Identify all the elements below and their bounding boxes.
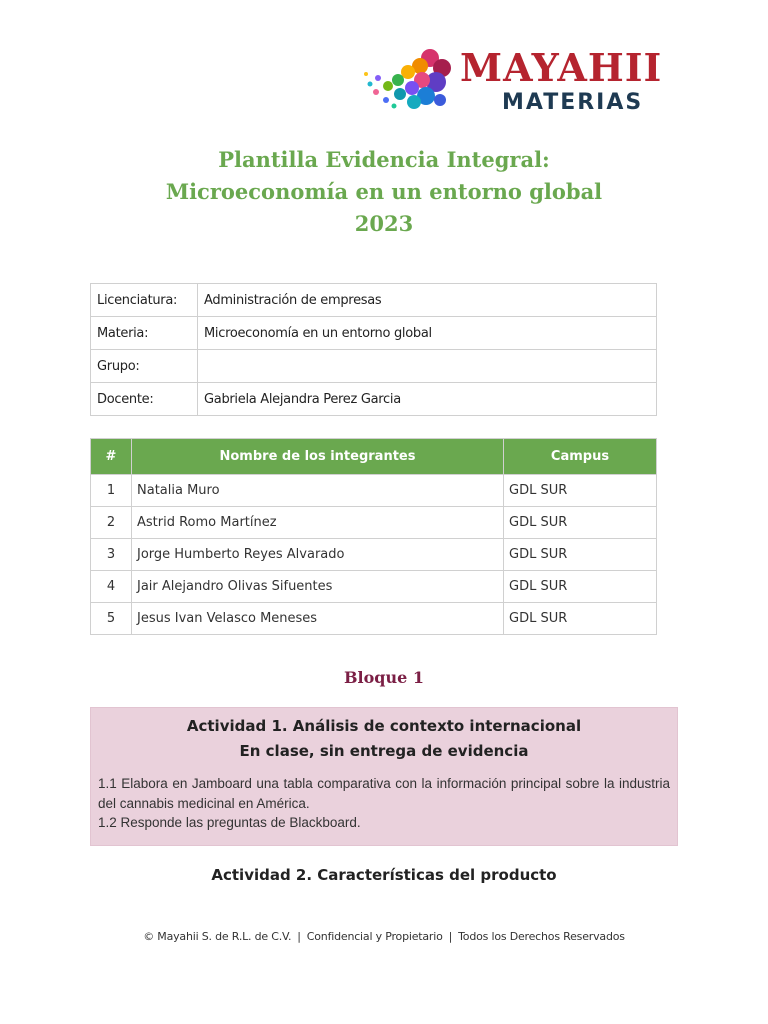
logo-head-icon <box>360 44 456 116</box>
activity-1-title: Actividad 1. Análisis de contexto internacional <box>186 717 582 735</box>
course-info-table <box>90 283 657 416</box>
member-number: 5 <box>91 603 132 635</box>
member-name: Jorge Humberto Reyes Alvarado <box>132 539 504 571</box>
activity-2-title: Actividad 2. Características del producto <box>211 866 557 884</box>
info-value <box>198 350 657 383</box>
info-label: Licenciatura: <box>91 284 198 317</box>
column-header-number: # <box>91 439 132 475</box>
footer-separator: | <box>297 930 301 943</box>
title-line-1: Plantilla Evidencia Integral: <box>218 147 550 172</box>
title-line-2: Microeconomía en un entorno global <box>165 179 603 204</box>
info-row-grupo <box>91 350 657 383</box>
info-value: Administración de empresas <box>198 284 657 317</box>
logo-text-materias: MATERIAS <box>502 90 644 115</box>
activity-1-box <box>90 707 678 846</box>
title-line-3: 2023 <box>354 211 414 236</box>
column-header-name: Nombre de los integrantes <box>132 439 504 475</box>
member-name: Jesus Ivan Velasco Meneses <box>132 603 504 635</box>
column-header-campus: Campus <box>504 439 657 475</box>
info-row-docente <box>91 383 657 416</box>
member-name: Natalia Muro <box>132 475 504 507</box>
mayahii-logo <box>360 40 680 120</box>
footer-confidential: Confidencial y Propietario <box>306 930 443 943</box>
member-campus: GDL SUR <box>504 507 657 539</box>
table-row <box>91 603 657 635</box>
footer-copyright: © Mayahii S. de R.L. de C.V. <box>143 930 292 943</box>
info-row-licenciatura <box>91 284 657 317</box>
member-campus: GDL SUR <box>504 475 657 507</box>
page-footer <box>0 930 768 943</box>
member-campus: GDL SUR <box>504 571 657 603</box>
document-title <box>0 144 768 240</box>
table-row <box>91 507 657 539</box>
member-number: 3 <box>91 539 132 571</box>
activity-1-heading <box>91 714 677 764</box>
activity-1-item: 1.1 Elabora en Jamboard una tabla comparativa con la información principal sobre la industria del cannabis medicinal en América. <box>98 776 670 811</box>
members-table <box>90 438 657 635</box>
member-number: 2 <box>91 507 132 539</box>
info-value: Microeconomía en un entorno global <box>198 317 657 350</box>
info-value: Gabriela Alejandra Perez Garcia <box>198 383 657 416</box>
info-row-materia <box>91 317 657 350</box>
table-row <box>91 571 657 603</box>
footer-separator: | <box>448 930 453 943</box>
member-number: 4 <box>91 571 132 603</box>
footer-rights: Todos los Derechos Reservados <box>458 930 625 943</box>
member-campus: GDL SUR <box>504 603 657 635</box>
member-campus: GDL SUR <box>504 539 657 571</box>
activity-1-item: 1.2 Responde las preguntas de Blackboard. <box>98 815 361 830</box>
table-row <box>91 539 657 571</box>
table-row <box>91 475 657 507</box>
member-number: 1 <box>91 475 132 507</box>
activity-1-subtitle: En clase, sin entrega de evidencia <box>239 742 529 760</box>
logo-text-mayahii: MAYAHII <box>460 45 663 90</box>
member-name: Astrid Romo Martínez <box>132 507 504 539</box>
section-heading-bloque: Bloque 1 <box>344 668 424 687</box>
info-label: Grupo: <box>91 350 198 383</box>
members-header-row <box>91 439 657 475</box>
info-label: Docente: <box>91 383 198 416</box>
activity-1-body <box>91 774 677 833</box>
member-name: Jair Alejandro Olivas Sifuentes <box>132 571 504 603</box>
info-label: Materia: <box>91 317 198 350</box>
